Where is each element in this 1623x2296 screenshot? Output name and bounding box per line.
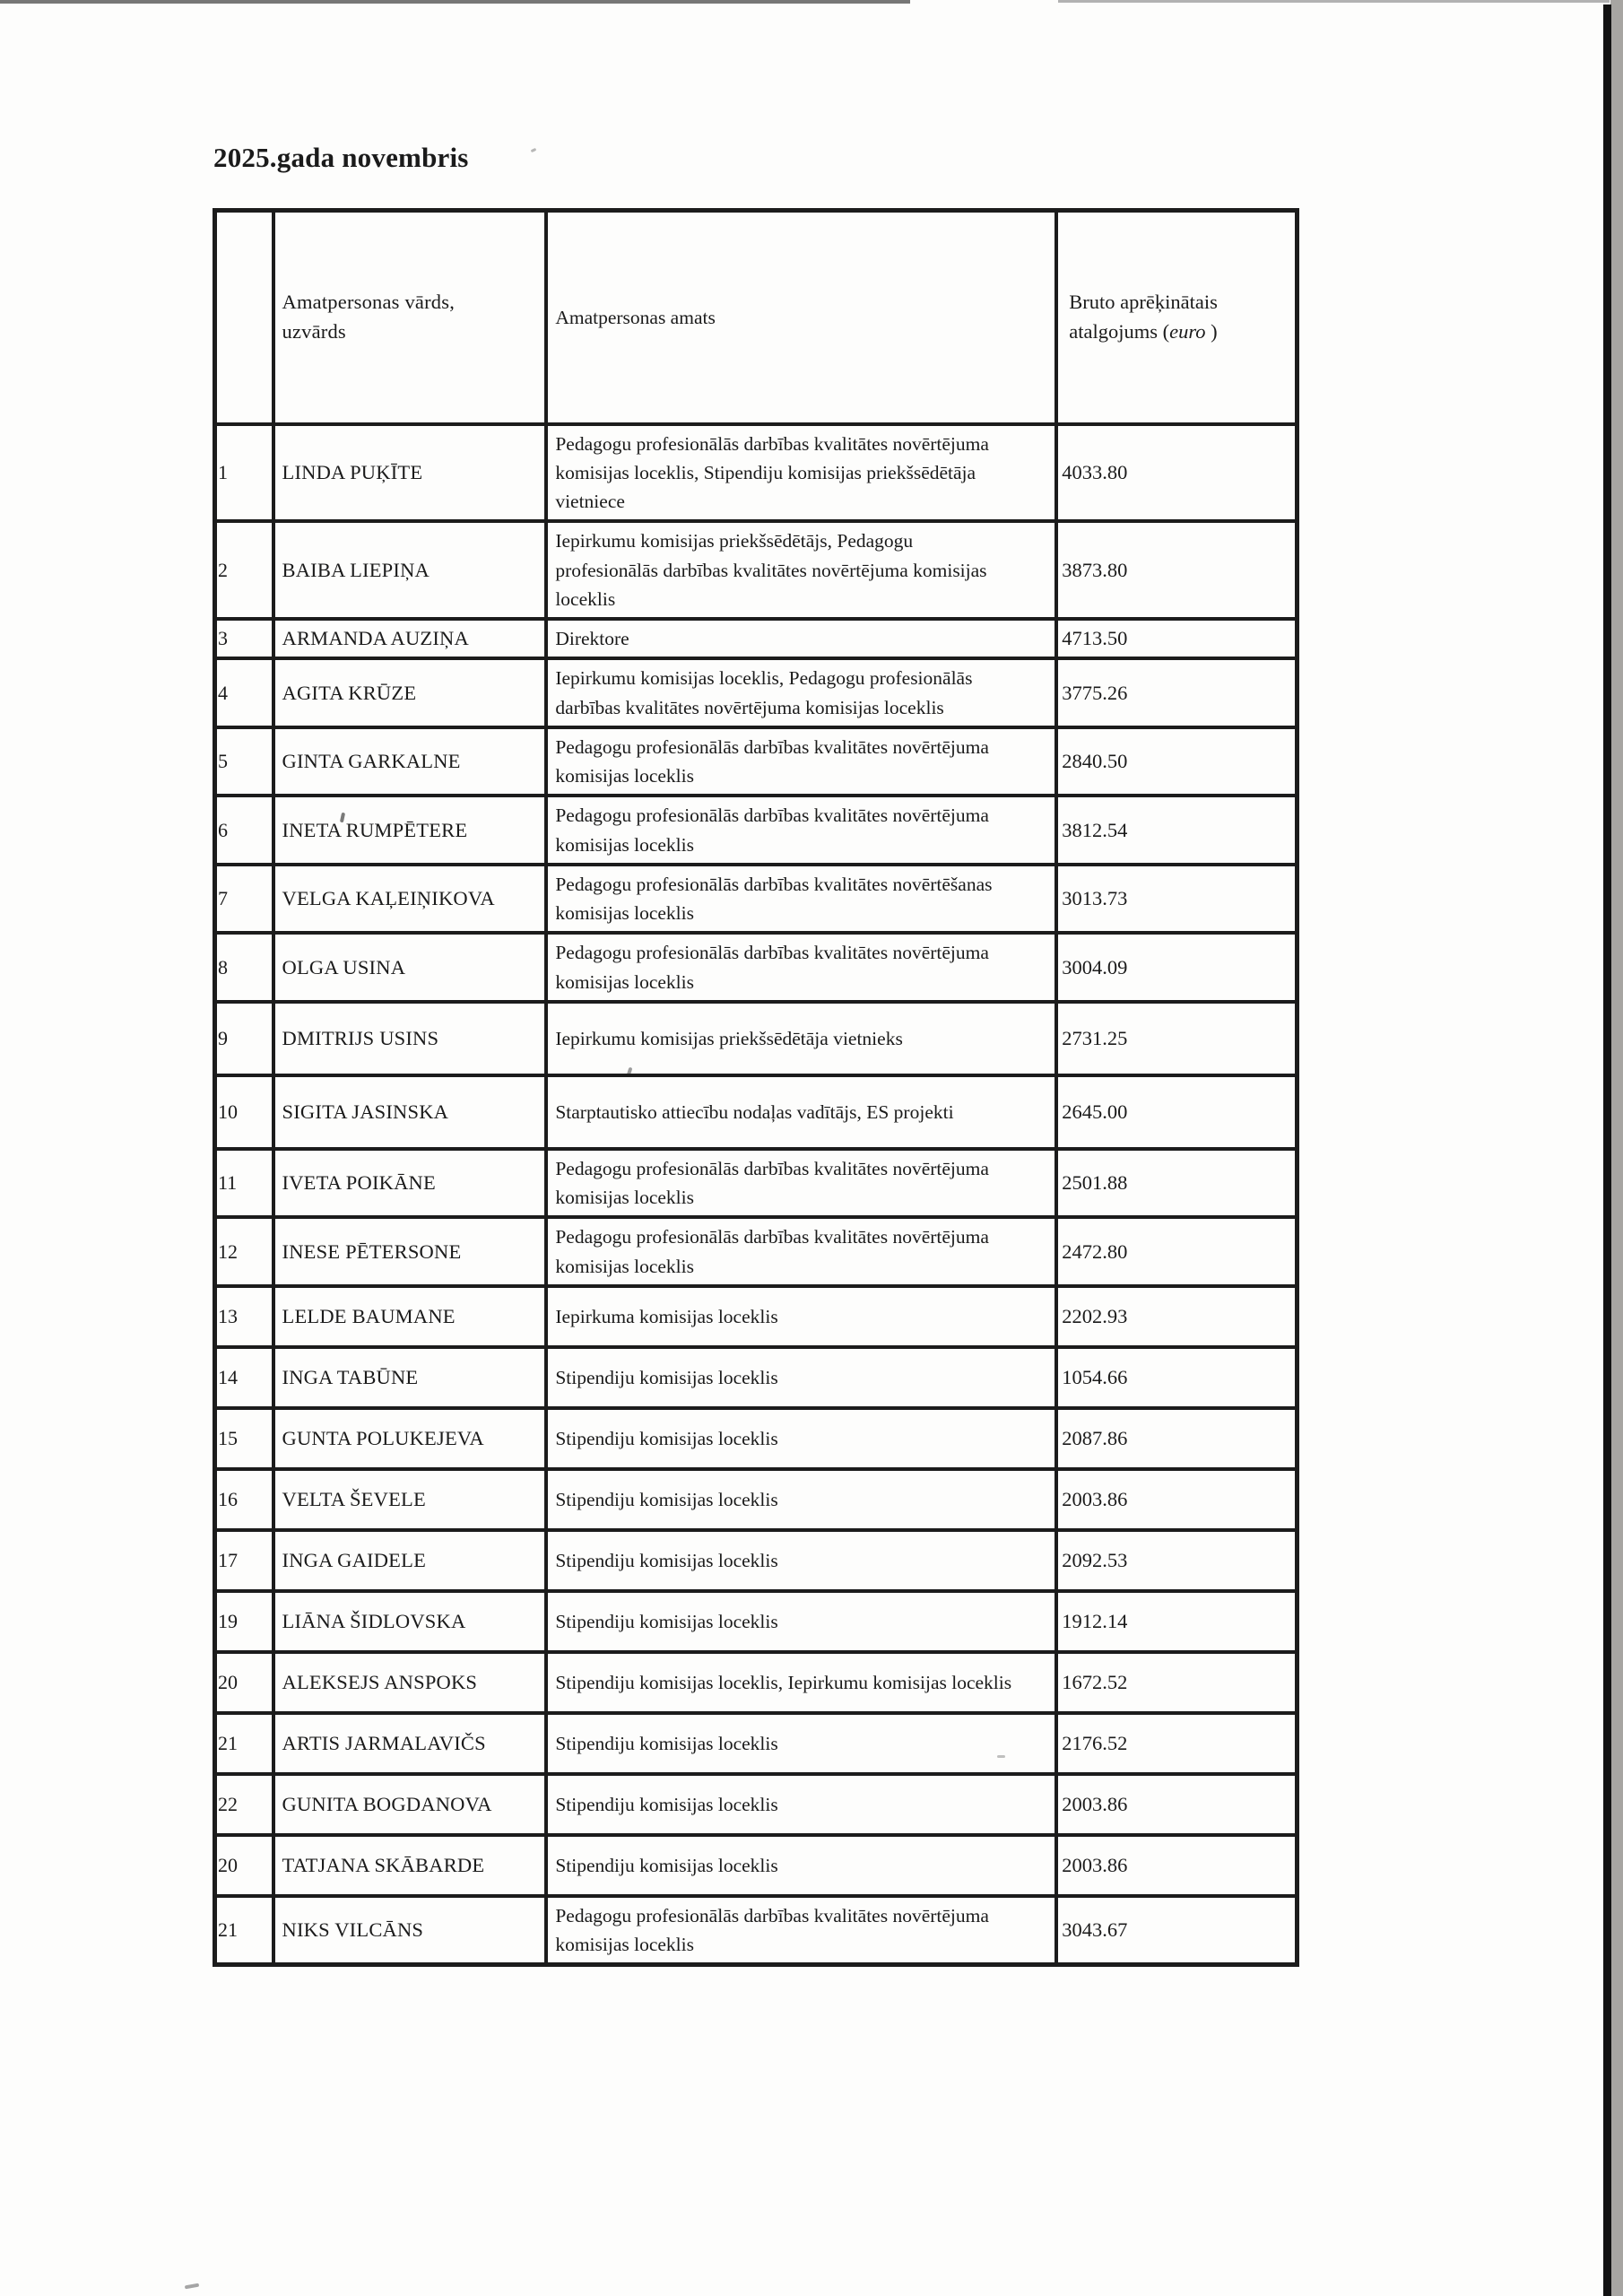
row-number: 1 — [215, 424, 273, 522]
row-number: 16 — [215, 1469, 273, 1530]
table-row — [215, 1469, 1298, 1530]
official-position — [546, 1002, 1056, 1075]
official-position — [546, 865, 1056, 934]
table-row — [215, 1286, 1298, 1347]
official-name: INESE PĒTERSONE — [273, 1217, 547, 1286]
official-position — [546, 1075, 1056, 1149]
header-salary-unit: euro — [1169, 319, 1206, 343]
official-name: INGA TABŪNE — [273, 1347, 547, 1408]
table-row — [215, 1652, 1298, 1713]
header-nr-empty — [215, 211, 273, 424]
official-position — [546, 424, 1056, 522]
row-number: 10 — [215, 1075, 273, 1149]
official-position-text: Stipendiju komisijas loceklis — [555, 1488, 778, 1510]
row-number: 19 — [215, 1591, 273, 1652]
official-name: GUNITA BOGDANOVA — [273, 1774, 547, 1835]
official-name: LINDA PUĶĪTE — [273, 424, 547, 522]
gross-salary: 1054.66 — [1056, 1347, 1297, 1408]
official-position — [546, 1774, 1056, 1835]
official-position — [546, 727, 1056, 796]
row-number: 21 — [215, 1896, 273, 1965]
gross-salary: 2645.00 — [1056, 1075, 1297, 1149]
official-position — [546, 1591, 1056, 1652]
official-position — [546, 933, 1056, 1002]
header-salary-suffix: ) — [1205, 319, 1218, 343]
gross-salary: 3873.80 — [1056, 521, 1297, 619]
official-name: GUNTA POLUKEJEVA — [273, 1408, 547, 1469]
header-salary-prefix: Bruto aprēķinātais atalgojums ( — [1069, 291, 1218, 343]
official-name: ARTIS JARMALAVIČS — [273, 1713, 547, 1774]
row-number: 17 — [215, 1530, 273, 1591]
table-row — [215, 619, 1298, 658]
official-name: SIGITA JASINSKA — [273, 1075, 547, 1149]
official-name: LELDE BAUMANE — [273, 1286, 547, 1347]
official-position — [546, 619, 1056, 658]
scan-artifact — [531, 148, 537, 152]
scan-page-edge — [1610, 0, 1623, 2296]
row-number: 20 — [215, 1835, 273, 1896]
table-row — [215, 424, 1298, 522]
official-name: NIKS VILCĀNS — [273, 1896, 547, 1965]
official-position — [546, 1286, 1056, 1347]
row-number: 9 — [215, 1002, 273, 1075]
gross-salary: 3775.26 — [1056, 658, 1297, 727]
header-position — [546, 211, 1056, 424]
scan-page-edge-shadow — [1603, 4, 1611, 2296]
official-position — [546, 1149, 1056, 1218]
table-row — [215, 1896, 1298, 1965]
official-position-text: Pedagogu profesionālās darbības kvalitātes novērtējuma komisijas loceklis — [555, 1226, 989, 1277]
header-salary-label — [1069, 288, 1273, 346]
official-position-text: Iepirkumu komisijas priekšsēdētājs, Pedagogu profesionālās darbības kvalitātes novērtējuma komisijas loceklis — [555, 530, 987, 610]
row-number: 15 — [215, 1408, 273, 1469]
header-salary — [1056, 211, 1297, 424]
gross-salary: 2840.50 — [1056, 727, 1297, 796]
table-row — [215, 1002, 1298, 1075]
row-number: 12 — [215, 1217, 273, 1286]
official-position — [546, 1713, 1056, 1774]
official-position — [546, 1217, 1056, 1286]
official-position — [546, 1408, 1056, 1469]
official-position-text: Iepirkuma komisijas loceklis — [555, 1305, 778, 1327]
row-number: 7 — [215, 865, 273, 934]
official-position-text: Stipendiju komisijas loceklis — [555, 1610, 778, 1632]
row-number: 3 — [215, 619, 273, 658]
official-name: VELGA KAĻEIŅIKOVA — [273, 865, 547, 934]
official-position — [546, 1347, 1056, 1408]
salary-table — [213, 208, 1299, 1967]
gross-salary: 2092.53 — [1056, 1530, 1297, 1591]
scan-artifact — [185, 2283, 199, 2290]
table-row — [215, 1713, 1298, 1774]
row-number: 21 — [215, 1713, 273, 1774]
official-position-text: Starptautisko attiecību nodaļas vadītājs, ES projekti — [555, 1100, 954, 1123]
official-position — [546, 658, 1056, 727]
table-row — [215, 1591, 1298, 1652]
table-row — [215, 1347, 1298, 1408]
official-position-text: Stipendiju komisijas loceklis — [555, 1732, 778, 1754]
row-number: 20 — [215, 1652, 273, 1713]
gross-salary: 2176.52 — [1056, 1713, 1297, 1774]
table-row — [215, 933, 1298, 1002]
official-name: DMITRIJS USINS — [273, 1002, 547, 1075]
official-position-text: Stipendiju komisijas loceklis, Iepirkumu komisijas loceklis — [555, 1671, 1012, 1693]
official-position-text: Stipendiju komisijas loceklis — [555, 1793, 778, 1815]
gross-salary: 2731.25 — [1056, 1002, 1297, 1075]
table-row — [215, 865, 1298, 934]
official-position — [546, 796, 1056, 865]
official-name: AGITA KRŪZE — [273, 658, 547, 727]
gross-salary: 3812.54 — [1056, 796, 1297, 865]
official-name: INGA GAIDELE — [273, 1530, 547, 1591]
official-name: TATJANA SKĀBARDE — [273, 1835, 547, 1896]
gross-salary: 3013.73 — [1056, 865, 1297, 934]
table-row — [215, 727, 1298, 796]
official-position-text: Pedagogu profesionālās darbības kvalitātes novērtējuma komisijas loceklis — [555, 1904, 989, 1955]
official-name: OLGA USINA — [273, 933, 547, 1002]
official-name: INETA RUMPĒTERE — [273, 796, 547, 865]
table-header — [215, 211, 1298, 424]
official-name: LIĀNA ŠIDLOVSKA — [273, 1591, 547, 1652]
official-position-text: Iepirkumu komisijas priekšsēdētāja vietnieks — [555, 1027, 903, 1049]
official-name: GINTA GARKALNE — [273, 727, 547, 796]
official-position-text: Pedagogu profesionālās darbības kvalitātes novērtējuma komisijas loceklis — [555, 804, 989, 856]
gross-salary: 2472.80 — [1056, 1217, 1297, 1286]
row-number: 5 — [215, 727, 273, 796]
gross-salary: 2003.86 — [1056, 1774, 1297, 1835]
gross-salary: 1912.14 — [1056, 1591, 1297, 1652]
official-name: IVETA POIKĀNE — [273, 1149, 547, 1218]
table-row — [215, 521, 1298, 619]
gross-salary: 1672.52 — [1056, 1652, 1297, 1713]
table-row — [215, 658, 1298, 727]
scan-top-line — [1058, 0, 1610, 3]
official-position-text: Pedagogu profesionālās darbības kvalitātes novērtēšanas komisijas loceklis — [555, 873, 993, 924]
header-name — [273, 211, 547, 424]
official-position-text: Stipendiju komisijas loceklis — [555, 1854, 778, 1876]
official-position-text: Direktore — [555, 628, 629, 649]
row-number: 13 — [215, 1286, 273, 1347]
header-row — [215, 211, 1298, 424]
official-position-text: Pedagogu profesionālās darbības kvalitātes novērtējuma komisijas loceklis — [555, 1157, 989, 1208]
row-number: 14 — [215, 1347, 273, 1408]
official-position — [546, 521, 1056, 619]
gross-salary: 2501.88 — [1056, 1149, 1297, 1218]
row-number: 2 — [215, 521, 273, 619]
official-position — [546, 1835, 1056, 1896]
table-row — [215, 1835, 1298, 1896]
row-number: 11 — [215, 1149, 273, 1218]
official-position-text: Pedagogu profesionālās darbības kvalitātes novērtējuma komisijas loceklis — [555, 942, 989, 993]
table-row — [215, 796, 1298, 865]
gross-salary: 3043.67 — [1056, 1896, 1297, 1965]
official-name: VELTA ŠEVELE — [273, 1469, 547, 1530]
scan-top-line — [0, 0, 910, 4]
official-position-text: Stipendiju komisijas loceklis — [555, 1366, 778, 1388]
official-position-text: Pedagogu profesionālās darbības kvalitātes novērtējuma komisijas loceklis — [555, 735, 989, 787]
official-position-text: Stipendiju komisijas loceklis — [555, 1549, 778, 1571]
gross-salary: 2087.86 — [1056, 1408, 1297, 1469]
gross-salary: 3004.09 — [1056, 933, 1297, 1002]
table-row — [215, 1408, 1298, 1469]
official-name: BAIBA LIEPIŅA — [273, 521, 547, 619]
gross-salary: 4713.50 — [1056, 619, 1297, 658]
header-name-label: Amatpersonas vārds, uzvārds — [282, 291, 456, 343]
row-number: 22 — [215, 1774, 273, 1835]
gross-salary: 2202.93 — [1056, 1286, 1297, 1347]
header-position-label: Amatpersonas amats — [555, 306, 716, 328]
row-number: 6 — [215, 796, 273, 865]
official-position-text: Pedagogu profesionālās darbības kvalitātes novērtējuma komisijas loceklis, Stipendiju komisijas priekšsēdētāja vietniece — [555, 432, 989, 512]
row-number: 4 — [215, 658, 273, 727]
page-title: 2025.gada novembris — [213, 142, 469, 173]
row-number: 8 — [215, 933, 273, 1002]
official-position — [546, 1896, 1056, 1965]
table-row — [215, 1774, 1298, 1835]
official-position — [546, 1652, 1056, 1713]
table-row — [215, 1149, 1298, 1218]
gross-salary: 2003.86 — [1056, 1835, 1297, 1896]
official-position-text: Stipendiju komisijas loceklis — [555, 1427, 778, 1449]
table-row — [215, 1075, 1298, 1149]
table-body — [215, 424, 1298, 1965]
official-position — [546, 1469, 1056, 1530]
table-row — [215, 1217, 1298, 1286]
gross-salary: 4033.80 — [1056, 424, 1297, 522]
table-row — [215, 1530, 1298, 1591]
gross-salary: 2003.86 — [1056, 1469, 1297, 1530]
official-name: ALEKSEJS ANSPOKS — [273, 1652, 547, 1713]
official-position — [546, 1530, 1056, 1591]
official-position-text: Iepirkumu komisijas loceklis, Pedagogu profesionālās darbības kvalitātes novērtējuma komisijas loceklis — [555, 667, 973, 718]
official-name: ARMANDA AUZIŅA — [273, 619, 547, 658]
